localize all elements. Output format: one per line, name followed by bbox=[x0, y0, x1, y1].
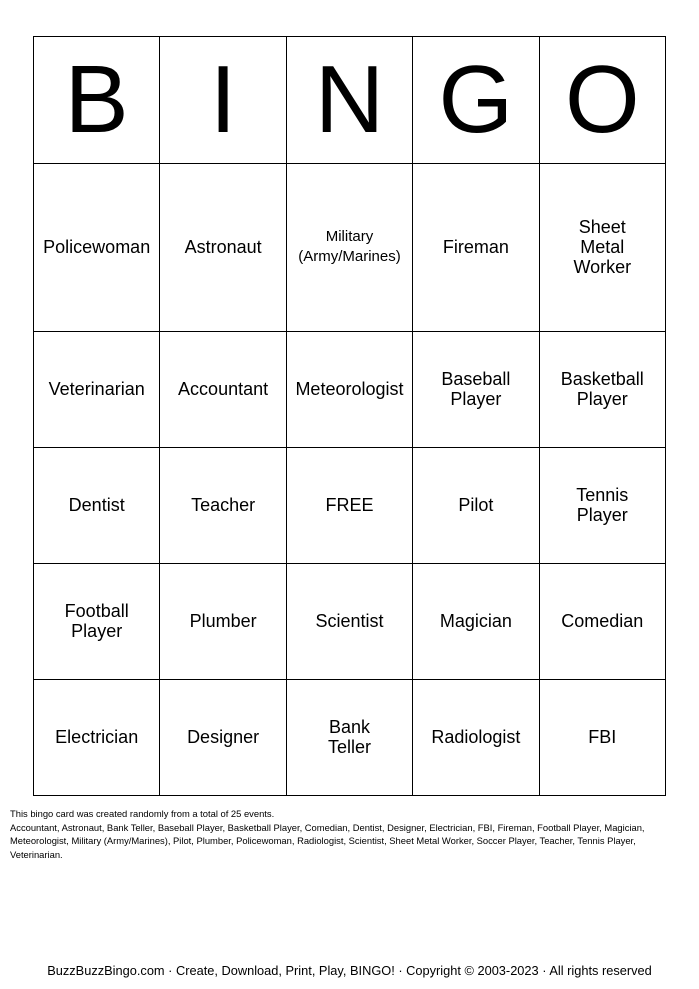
bingo-row-3 bbox=[34, 447, 666, 563]
header-letter-i: I bbox=[160, 37, 286, 164]
bingo-cell: Pilot bbox=[413, 447, 539, 563]
header-letter-o: O bbox=[539, 37, 665, 164]
bingo-cell: Electrician bbox=[34, 679, 160, 795]
bingo-cell: Magician bbox=[413, 563, 539, 679]
bingo-cell: Sheet Metal Worker bbox=[539, 164, 665, 332]
bingo-cell: Scientist bbox=[286, 563, 412, 679]
bingo-row-5 bbox=[34, 679, 666, 795]
bingo-cell: Bank Teller bbox=[286, 679, 412, 795]
bingo-cell: Dentist bbox=[34, 447, 160, 563]
page-footer: BuzzBuzzBingo.com · Create, Download, Print, Play, BINGO! · Copyright © 2003-2023 · All rights reserved bbox=[47, 963, 652, 978]
header-letter-g: G bbox=[413, 37, 539, 164]
bingo-row-4 bbox=[34, 563, 666, 679]
header-letter-n: N bbox=[286, 37, 412, 164]
bingo-cell: Astronaut bbox=[160, 164, 286, 332]
card-notes-event-list: Accountant, Astronaut, Bank Teller, Baseball Player, Basketball Player, Comedian, Dentist, Designer, Electrician, FBI, Fireman, Football Player, Magician, Meteorologist, Military (Army/Marines), Pilot, Plumber, Policewoman, Radiologist, Scientist, Sheet Metal Worker, Soccer Player, Teacher, Tennis Player, Veterinarian. bbox=[10, 821, 645, 860]
bingo-cell: Radiologist bbox=[413, 679, 539, 795]
card-notes-intro: This bingo card was created randomly from a total of 25 events. bbox=[10, 808, 275, 819]
bingo-cell: Designer bbox=[160, 679, 286, 795]
card-notes bbox=[10, 807, 688, 861]
free-space-cell: FREE bbox=[286, 447, 412, 563]
bingo-cell: Football Player bbox=[34, 563, 160, 679]
bingo-cell: Fireman bbox=[413, 164, 539, 332]
bingo-cell: Tennis Player bbox=[539, 447, 665, 563]
bingo-row-2 bbox=[34, 331, 666, 447]
bingo-card bbox=[33, 36, 666, 796]
header-letter-b: B bbox=[34, 37, 160, 164]
bingo-row-1 bbox=[34, 164, 666, 332]
bingo-cell: Basketball Player bbox=[539, 331, 665, 447]
bingo-cell: FBI bbox=[539, 679, 665, 795]
bingo-cell: Veterinarian bbox=[34, 331, 160, 447]
bingo-cell: Teacher bbox=[160, 447, 286, 563]
bingo-cell: Plumber bbox=[160, 563, 286, 679]
bingo-cell: Policewoman bbox=[34, 164, 160, 332]
bingo-cell: Military (Army/Marines) bbox=[286, 164, 412, 332]
bingo-cell: Comedian bbox=[539, 563, 665, 679]
bingo-header-row bbox=[34, 37, 666, 164]
bingo-cell: Meteorologist bbox=[286, 331, 412, 447]
bingo-cell: Baseball Player bbox=[413, 331, 539, 447]
bingo-cell: Accountant bbox=[160, 331, 286, 447]
